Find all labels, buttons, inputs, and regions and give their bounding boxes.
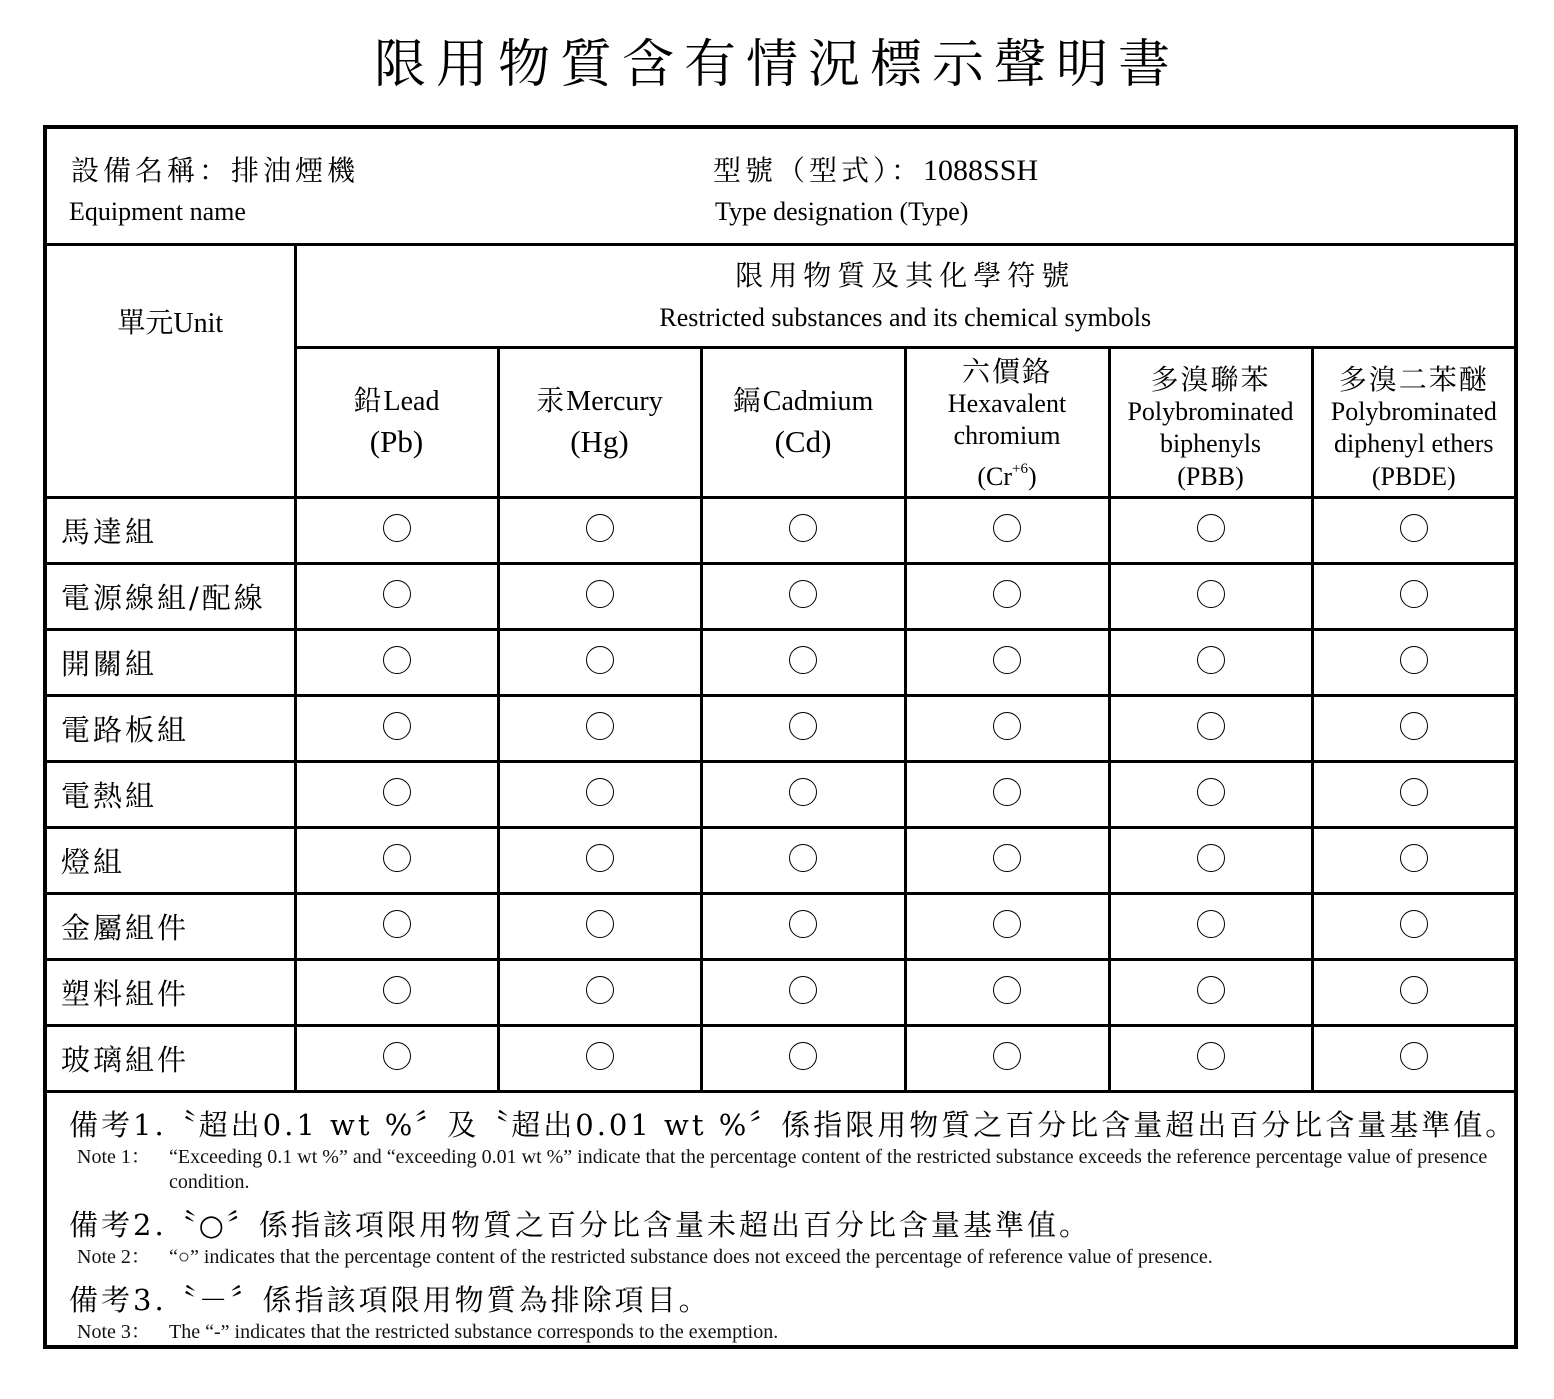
substance-zh: 汞 xyxy=(536,384,567,417)
substance-symbol: (Pb) xyxy=(369,424,424,459)
presence-cell xyxy=(905,827,1109,893)
presence-mark xyxy=(1400,514,1428,542)
unit-label: 金屬組件 xyxy=(45,893,295,959)
presence-cell xyxy=(295,893,498,959)
equipment-name-label-en: Equipment name xyxy=(69,197,246,226)
substance-en: Cadmium xyxy=(762,386,874,417)
note-label: Note 2： xyxy=(77,1245,151,1268)
note-label: Note 3： xyxy=(77,1320,151,1343)
substance-en: chromium xyxy=(953,420,1061,450)
presence-mark xyxy=(993,778,1021,806)
presence-mark xyxy=(789,580,817,608)
presence-cell xyxy=(295,695,498,761)
substance-symbol: $(Cr^{+6})$ xyxy=(977,460,1037,491)
presence-cell xyxy=(295,827,498,893)
presence-mark xyxy=(383,646,411,674)
presence-mark xyxy=(586,1042,614,1070)
restricted-substances-header-en: Restricted substances and its chemical symbols xyxy=(659,302,1152,332)
presence-cell xyxy=(1109,695,1312,761)
note-3-zh: 備考3.〝－〞係指該項限用物質為排除項目。 xyxy=(69,1282,711,1317)
presence-cell xyxy=(498,563,701,629)
substance-en: Polybrominated xyxy=(1127,396,1294,426)
equipment-name-label: 設備名稱： xyxy=(71,154,232,187)
substance-symbol: (PBB) xyxy=(1177,461,1244,491)
table-row xyxy=(45,959,1516,1025)
presence-cell xyxy=(1312,695,1516,761)
presence-mark xyxy=(1197,1042,1225,1070)
equipment-info-row xyxy=(45,127,1516,244)
presence-mark xyxy=(1400,910,1428,938)
presence-cell xyxy=(498,629,701,695)
presence-cell xyxy=(1312,761,1516,827)
presence-cell xyxy=(905,497,1109,563)
presence-mark xyxy=(993,844,1021,872)
substance-header-lead xyxy=(295,347,498,497)
presence-cell xyxy=(1312,893,1516,959)
presence-cell xyxy=(295,1025,498,1091)
presence-mark xyxy=(1400,712,1428,740)
presence-cell xyxy=(1312,827,1516,893)
presence-mark xyxy=(383,580,411,608)
substance-symbol: (Hg) xyxy=(570,424,629,459)
presence-mark xyxy=(586,712,614,740)
presence-mark xyxy=(1400,976,1428,1004)
presence-cell xyxy=(905,695,1109,761)
type-designation-value: 1088SSH xyxy=(923,154,1039,187)
presence-cell xyxy=(701,563,905,629)
presence-cell xyxy=(295,497,498,563)
presence-mark xyxy=(789,910,817,938)
presence-mark xyxy=(383,976,411,1004)
presence-cell xyxy=(1109,563,1312,629)
presence-mark xyxy=(1197,712,1225,740)
presence-cell xyxy=(1312,629,1516,695)
presence-cell xyxy=(498,959,701,1025)
substance-zh: 多溴二苯醚 xyxy=(1338,362,1489,396)
presence-cell xyxy=(295,959,498,1025)
presence-mark xyxy=(993,646,1021,674)
unit-label: 電路板組 xyxy=(45,695,295,761)
type-designation-label: 型號（型式）： xyxy=(713,154,924,187)
presence-cell xyxy=(905,761,1109,827)
unit-label: 燈組 xyxy=(45,827,295,893)
note-text: “Exceeding 0.1 wt %” and “exceeding 0.01 wt %” indicate that the percentage content of the restricted substance exceeds the reference percentage value of presence condition. xyxy=(169,1145,1488,1193)
presence-mark xyxy=(789,976,817,1004)
presence-cell xyxy=(498,827,701,893)
note-2-en xyxy=(47,1245,1514,1270)
substance-header-cadmium xyxy=(701,347,905,497)
presence-cell xyxy=(701,629,905,695)
table-row xyxy=(45,563,1516,629)
presence-mark xyxy=(1197,844,1225,872)
presence-cell xyxy=(1312,497,1516,563)
presence-cell xyxy=(498,1025,701,1091)
presence-mark xyxy=(383,778,411,806)
note-2-zh: 備考2.〝○〞係指該項限用物質之百分比含量未超出百分比含量基準值。 xyxy=(69,1207,1091,1242)
presence-cell xyxy=(701,827,905,893)
presence-cell xyxy=(1312,563,1516,629)
presence-cell xyxy=(1109,959,1312,1025)
presence-cell xyxy=(905,629,1109,695)
substance-header-pbb xyxy=(1109,347,1312,497)
presence-mark xyxy=(993,514,1021,542)
presence-cell xyxy=(295,629,498,695)
presence-mark xyxy=(1197,580,1225,608)
presence-mark xyxy=(993,910,1021,938)
type-designation-label-en: Type designation (Type) xyxy=(715,197,969,226)
unit-label: 電源線組/配線 xyxy=(45,563,295,629)
presence-mark xyxy=(789,514,817,542)
presence-mark xyxy=(1197,778,1225,806)
substance-zh: 鉛 xyxy=(353,384,384,417)
unit-header-en: Unit xyxy=(173,307,224,339)
note-1-zh: 備考1.〝超出0.1 wt %〞及〝超出0.01 wt %〞係指限用物質之百分比含量超出百分比含量基準值。 xyxy=(69,1107,1518,1142)
substance-en: Mercury xyxy=(566,386,663,417)
substance-header-pbde xyxy=(1312,347,1516,497)
substance-zh: 鎘 xyxy=(732,384,763,417)
substance-en: Polybrominated xyxy=(1330,396,1497,426)
presence-cell xyxy=(498,761,701,827)
presence-mark xyxy=(789,1042,817,1070)
presence-mark xyxy=(789,646,817,674)
presence-mark xyxy=(383,910,411,938)
presence-mark xyxy=(586,976,614,1004)
note-3-en xyxy=(47,1320,1514,1345)
presence-cell xyxy=(701,497,905,563)
presence-cell xyxy=(1312,959,1516,1025)
presence-mark xyxy=(1197,646,1225,674)
unit-header-zh: 單元 xyxy=(117,305,174,339)
substance-en: Lead xyxy=(383,386,440,417)
restricted-substances-header xyxy=(295,244,1516,347)
table-row xyxy=(45,497,1516,563)
unit-label: 塑料組件 xyxy=(45,959,295,1025)
presence-cell xyxy=(905,893,1109,959)
table-row xyxy=(45,629,1516,695)
presence-cell xyxy=(498,893,701,959)
presence-mark xyxy=(383,712,411,740)
presence-mark xyxy=(789,712,817,740)
presence-cell xyxy=(905,959,1109,1025)
presence-cell xyxy=(905,1025,1109,1091)
presence-cell xyxy=(1109,827,1312,893)
presence-cell xyxy=(295,761,498,827)
presence-mark xyxy=(1197,514,1225,542)
substance-zh: 六價鉻 xyxy=(961,354,1052,388)
presence-mark xyxy=(586,580,614,608)
declaration-table xyxy=(43,125,1518,1349)
unit-label: 馬達組 xyxy=(45,497,295,563)
note-1-en xyxy=(47,1145,1514,1195)
presence-mark xyxy=(1197,976,1225,1004)
substance-en: Hexavalent xyxy=(947,388,1067,418)
table-row xyxy=(45,827,1516,893)
presence-mark xyxy=(1400,580,1428,608)
unit-label: 開關組 xyxy=(45,629,295,695)
presence-mark xyxy=(586,646,614,674)
page-title: 限用物質含有情況標示聲明書 xyxy=(373,35,1180,95)
note-text: The “-” indicates that the restricted substance corresponds to the exemption. xyxy=(169,1320,779,1343)
presence-mark xyxy=(1400,844,1428,872)
presence-mark xyxy=(383,844,411,872)
substance-symbol: (PBDE) xyxy=(1371,461,1456,491)
presence-mark xyxy=(993,712,1021,740)
substance-en: biphenyls xyxy=(1159,428,1262,458)
substance-header-hexavalent-chromium xyxy=(905,347,1109,497)
presence-mark xyxy=(789,844,817,872)
presence-mark xyxy=(586,778,614,806)
unit-label: 電熱組 xyxy=(45,761,295,827)
presence-cell xyxy=(295,563,498,629)
presence-mark xyxy=(1400,1042,1428,1070)
presence-mark xyxy=(383,1042,411,1070)
substance-zh: 多溴聯苯 xyxy=(1150,362,1271,396)
unit-header xyxy=(45,244,295,497)
presence-mark xyxy=(586,514,614,542)
unit-label: 玻璃組件 xyxy=(45,1025,295,1091)
presence-mark xyxy=(1197,910,1225,938)
presence-mark xyxy=(1400,778,1428,806)
presence-mark xyxy=(586,910,614,938)
substance-header-mercury xyxy=(498,347,701,497)
presence-cell xyxy=(701,1025,905,1091)
presence-mark xyxy=(1400,646,1428,674)
presence-cell xyxy=(701,893,905,959)
presence-mark xyxy=(993,580,1021,608)
presence-cell xyxy=(1109,629,1312,695)
substance-en: diphenyl ethers xyxy=(1333,428,1494,458)
presence-mark xyxy=(383,514,411,542)
note-text: “○” indicates that the percentage content of the restricted substance does not exceed the percentage of reference value of presence. xyxy=(169,1245,1213,1268)
presence-mark xyxy=(993,1042,1021,1070)
presence-mark xyxy=(789,778,817,806)
presence-cell xyxy=(1109,1025,1312,1091)
table-row xyxy=(45,761,1516,827)
presence-mark xyxy=(993,976,1021,1004)
presence-cell xyxy=(1109,497,1312,563)
equipment-name-value: 排油煙機 xyxy=(231,154,360,187)
presence-cell xyxy=(905,563,1109,629)
presence-cell xyxy=(701,959,905,1025)
presence-cell xyxy=(1109,761,1312,827)
note-label: Note 1： xyxy=(77,1145,151,1168)
substance-symbol: (Cd) xyxy=(774,424,832,459)
table-row xyxy=(45,695,1516,761)
presence-cell xyxy=(701,761,905,827)
restricted-substances-header-zh: 限用物質及其化學符號 xyxy=(735,258,1076,292)
presence-cell xyxy=(1312,1025,1516,1091)
presence-mark xyxy=(586,844,614,872)
presence-cell xyxy=(701,695,905,761)
presence-cell xyxy=(1109,893,1312,959)
table-row xyxy=(45,893,1516,959)
presence-cell xyxy=(498,497,701,563)
notes-section xyxy=(45,1091,1516,1347)
table-row xyxy=(45,1025,1516,1091)
presence-cell xyxy=(498,695,701,761)
